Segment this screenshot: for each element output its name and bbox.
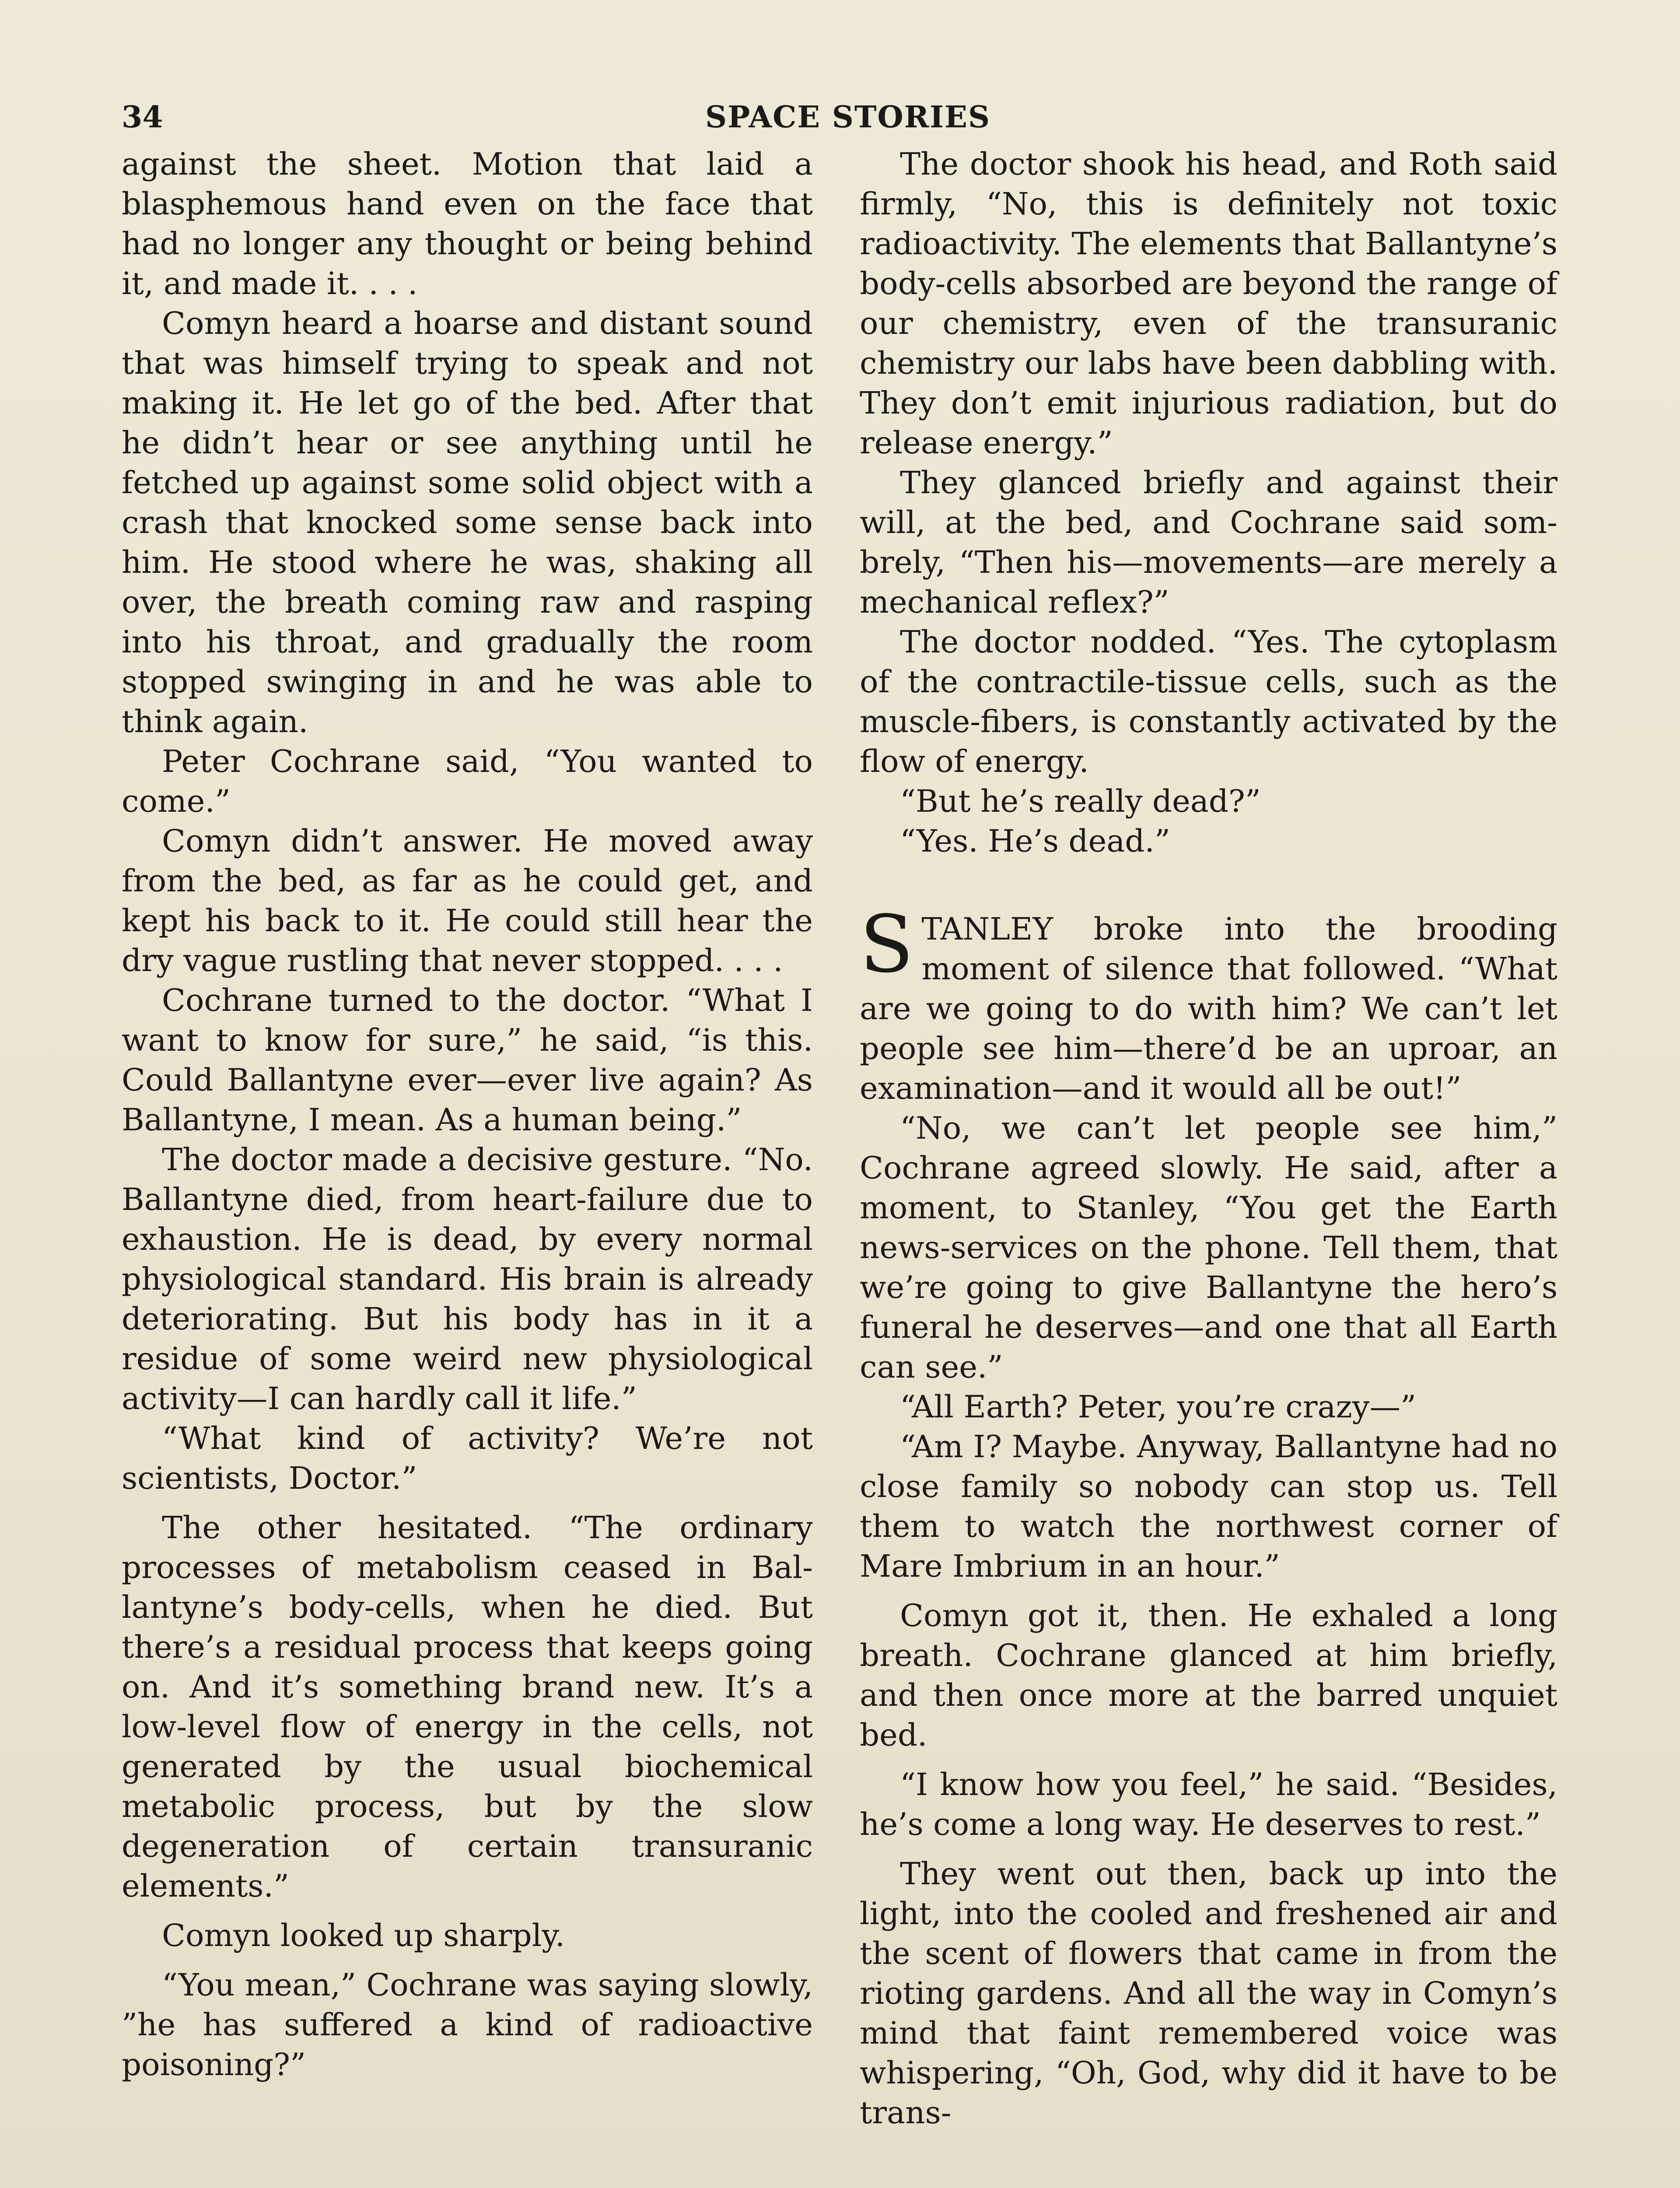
page-header xyxy=(122,100,1574,139)
section-opening-text: TANLEY broke into the brooding moment of silence that followed. “What are we going to do with him? We can’t let people see him—there’d be an uproar, an examination—and it would all be out!” xyxy=(860,911,1558,1106)
paragraph: “You mean,” Cochrane was saying slowly, ”he has suffered a kind of radioactive poisoning?” xyxy=(122,1967,813,2083)
paragraph: Comyn heard a hoarse and distant sound that was himself trying to speak and not making it. He let go of the bed. After that he didn’t hear or see anything until he fetched up against some solid object with a crash that knocked some sense back into him. He stood where he was, shaking all over, the breath coming raw and rasping into his throat, and gradually the room stopped swinging in and he was able to think again. xyxy=(122,305,813,740)
right-column xyxy=(860,144,1558,2133)
magazine-title: SPACE STORIES xyxy=(705,100,990,135)
paragraph: The doctor shook his head, and Roth said firmly, “No, this is definitely not toxic radioactivity. The elements that Ballantyne’s body-cells absorbed are beyond the range of our chemistry, even of the transuranic chemistry our labs have been dabbling with. They don’t emit injurious radiation, but do release energy.” xyxy=(860,146,1558,461)
paragraph: Comyn looked up sharply. xyxy=(162,1918,565,1953)
paragraph: “All Earth? Peter, you’re crazy—” xyxy=(900,1389,1416,1425)
paragraph: They glanced briefly and against their will, at the bed, and Cochrane said sombrely, “Then his—movements—are merely a mechanical reflex?” xyxy=(860,465,1558,620)
paragraph: “Yes. He’s dead.” xyxy=(900,823,1170,859)
paragraph: “What kind of activity? We’re not scientists, Doctor.” xyxy=(122,1420,813,1496)
paragraph: against the sheet. Motion that laid a blasphemous hand even on the face that had no longer any thought or being behind it, and made it. . . . xyxy=(122,146,813,302)
paragraph: The doctor made a decisive gesture. “No. Ballantyne died, from heart-failure due to exhaustion. He is dead, by every normal physiological standard. His brain is already deteriorating. But his body has in it a residue of some weird new physiological activity—I can hardly call it life.” xyxy=(122,1142,813,1417)
left-column xyxy=(122,144,813,2085)
paragraph: Comyn got it, then. He exhaled a long breath. Cochrane glanced at him briefly, and then once more at the barred unquiet bed. xyxy=(860,1598,1558,1753)
paragraph: “But he’s really dead?” xyxy=(900,783,1261,819)
paragraph: Comyn didn’t answer. He moved away from the bed, as far as he could get, and kept his back to it. He could still hear the dry vague rustling that never stopped. . . . xyxy=(122,823,813,978)
paragraph: “I know how you feel,” he said. “Besides, he’s come a long way. He deserves to rest.” xyxy=(860,1767,1558,1842)
paragraph: Peter Cochrane said, “You wanted to come.” xyxy=(122,743,813,819)
paragraph: The other hesitated. “The ordinary processes of metabolism ceased in Ballantyne’s body-cells, when he died. But there’s a residual process that keeps going on. And it’s something brand new. It’s a low-level flow of energy in the cells, not generated by the usual biochemical metabolic process, but by the slow degeneration of certain transuranic elements.” xyxy=(122,1510,813,1904)
paragraph: “No, we can’t let people see him,” Cochrane agreed slowly. He said, after a moment, to Stanley, “You get the Earth news-services on the phone. Tell them, that we’re going to give Ballantyne the hero’s funeral he deserves—and one that all Earth can see.” xyxy=(860,1110,1558,1385)
page-number: 34 xyxy=(122,100,163,135)
drop-cap: S xyxy=(860,899,914,990)
paragraph: The doctor nodded. “Yes. The cytoplasm of the contractile-tissue cells, such as the muscle-fibers, is constantly activated by the flow of energy. xyxy=(860,624,1558,779)
paragraph: “Am I? Maybe. Anyway, Ballantyne had no close family so nobody can stop us. Tell them to watch the northwest corner of Mare Imbrium in an hour.” xyxy=(860,1429,1558,1584)
paragraph: Cochrane turned to the doctor. “What I want to know for sure,” he said, “is this. Could Ballantyne ever—ever live again? As Ballantyne, I mean. As a human being.” xyxy=(122,982,813,1138)
section-opening-paragraph xyxy=(860,899,1558,1108)
paragraph: They went out then, back up into the light, into the cooled and freshened air and the scent of flowers that came in from the rioting gardens. And all the way in Comyn’s mind that faint remembered voice was whispering, “Oh, God, why did it have to be trans- xyxy=(860,1856,1558,2131)
